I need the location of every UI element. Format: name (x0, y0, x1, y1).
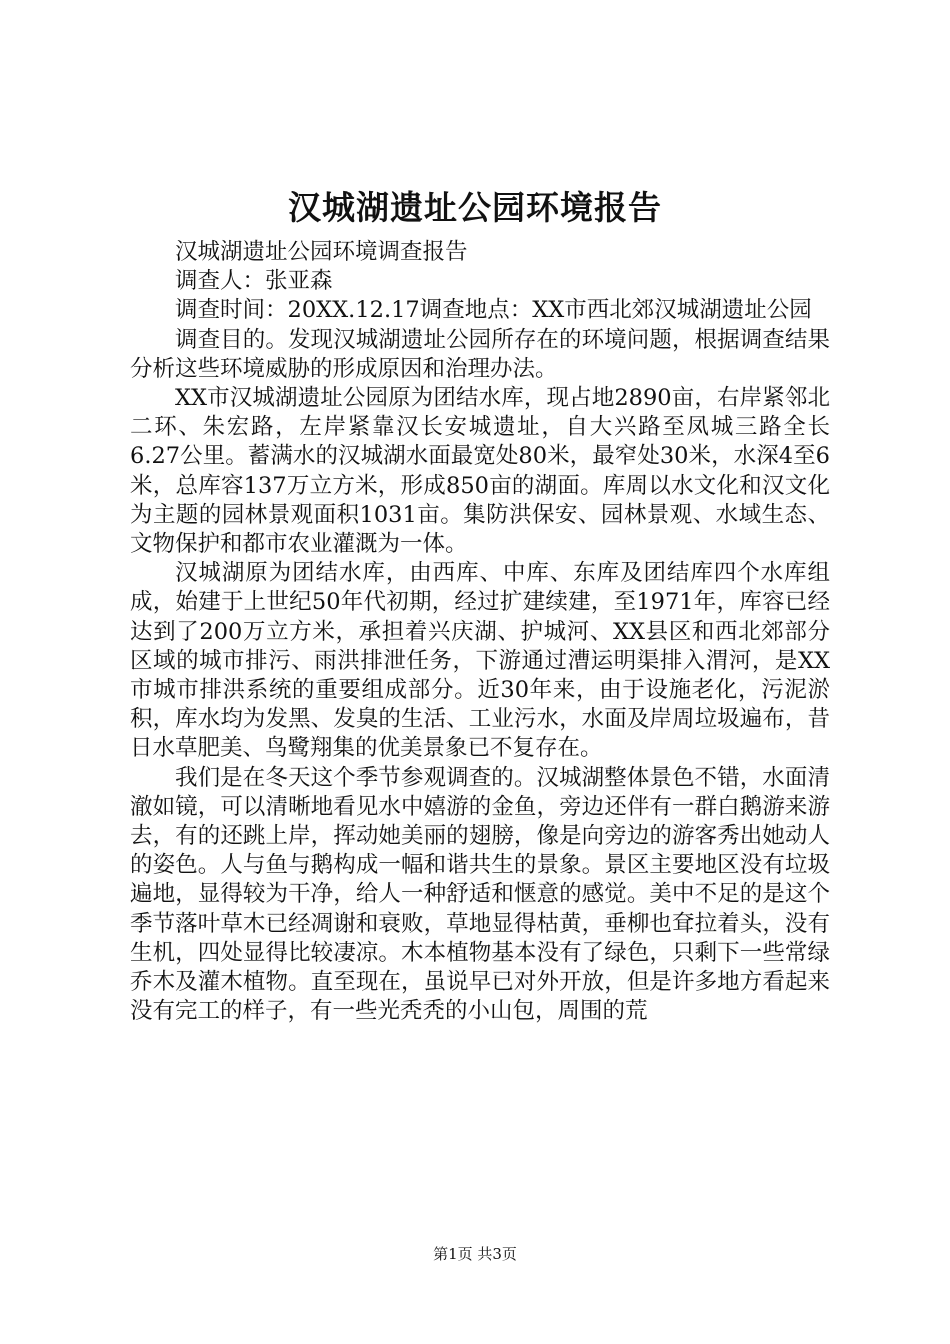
paragraph-overview: XX市汉城湖遗址公园原为团结水库，现占地2890亩，右岸紧邻北二环、朱宏路，左岸紧靠汉长安城遗址，自大兴路至凤城三路全长6.27公里。蓄满水的汉城湖水面最宽处80米，最窄处30米，水深4至6米，总库容137万立方米，形成850亩的湖面。库周以水文化和汉文化为主题的园林景观面积1031亩。集防洪保安、园林景观、水域生态、文物保护和都市农业灌溉为一体。 (130, 385, 830, 558)
paragraph-time-location: 调查时间：20XX.12.17调查地点：XX市西北郊汉城湖遗址公园 (175, 297, 812, 324)
document-title: 汉城湖遗址公园环境报告 (288, 188, 662, 227)
paragraph-report-subtitle: 汉城湖遗址公园环境调查报告 (175, 239, 468, 265)
paragraph-observation: 我们是在冬天这个季节参观调查的。汉城湖整体景色不错，水面清澈如镜，可以清晰地看见水中嬉游的金鱼，旁边还伴有一群白鹅游来游去，有的还跳上岸，挥动她美丽的翅膀，像是向旁边的游客秀出她动人的姿色。人与鱼与鹅构成一幅和谐共生的景象。景区主要地区没有垃圾遍地，显得较为干净，给人一种舒适和惬意的感觉。美中不足的是这个季节落叶草木已经凋谢和衰败，草地显得枯黄，垂柳也耷拉着头，没有生机，四处显得比较凄凉。木本植物基本没有了绿色，只剩下一些常绿乔木及灌木植物。直至现在，虽说早已对外开放，但是许多地方看起来没有完工的样子，有一些光秃秃的小山包，周围的荒 (130, 764, 830, 1025)
page-footer: 第1页 共3页 (433, 1245, 517, 1263)
paragraph-purpose: 调查目的。发现汉城湖遗址公园所存在的环境问题，根据调查结果分析这些环境威胁的形成原因和治理办法。 (130, 326, 830, 382)
document-body (130, 238, 830, 1026)
paragraph-investigator: 调查人：张亚森 (175, 268, 333, 295)
paragraph-history: 汉城湖原为团结水库，由西库、中库、东库及团结库四个水库组成，始建于上世纪50年代初期，经过扩建续建，至1971年，库容已经达到了200万立方米，承担着兴庆湖、护城河、XX县区和西北郊部分区域的城市排污、雨洪排泄任务，下游通过漕运明渠排入渭河，是XX市城市排洪系统的重要组成部分。近30年来，由于设施老化，污泥淤积，库水均为发黑、发臭的生活、工业污水，水面及岸周垃圾遍布，昔日水草肥美、鸟鹭翔集的优美景象已不复存在。 (130, 560, 830, 762)
